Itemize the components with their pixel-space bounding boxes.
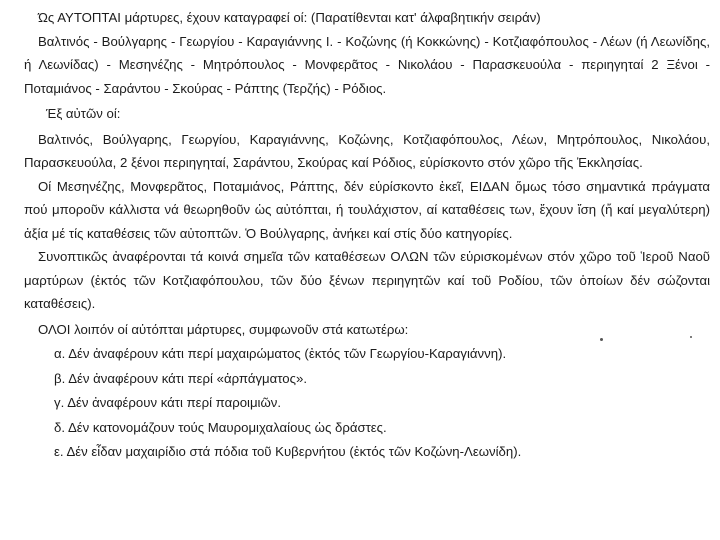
list-item [24, 342, 710, 366]
list-marker: γ. [54, 395, 65, 410]
paragraph-intro: Ώς ΑΥΤΟΠΤΑΙ μάρτυρες, έχουν καταγραφεί οί: (Παρατίθενται κατ' άλφαβητικήν σειράν) [38, 10, 541, 25]
list-marker: ε. [54, 444, 64, 459]
list-item [24, 391, 710, 415]
list-marker: α. [54, 346, 66, 361]
paragraph-absent-witnesses: Οί Μεσηνέζης, Μονφερᾶτος, Ποταμιάνος, Ράπτης, δέν εὑρίσκοντο ἐκεῖ, ΕΙΔΑΝ ὅμως τόσο σημαντικά πράγματα πού μποροῦν κάλλιστα νά θεωρηθοῦν ὡς αὐτόπται, ή τουλάχιστον, αί καταθέσεις των, ἔχουν ἴση (ἤ καί μεγαλύτερη) ἀξία μέ τίς καταθέσεις τῶν αὐτοπτῶν. Ὁ Βούλγαρης, ἀνήκει καί στίς δύο κατηγορίες. [24, 178, 710, 241]
list-marker: δ. [54, 419, 66, 435]
list-text: Δέν ἀναφέρουν κάτι περί παροιμιῶν. [67, 395, 282, 410]
list-item [24, 416, 710, 440]
paragraph-witness-list: Βαλτινός - Βούλγαρης - Γεωργίου - Καραγιάννης Ι. - Κοζώνης (ή Κοκκώνης) - Κοτζιαφόπουλος - Λέων (ή Λεωνίδης, ή Λεωνίδας) - Μεσηνέζης - Μητρόπουλος - Μονφερᾶτος - Νικολάου - Παρασκευούλα - περιηγηταί 2 Ξένοι - Ποταμιάνος - Σαράντου - Σκούρας - Ράπτης (Τερζής) - Ρόδιος. [24, 33, 710, 96]
paragraph-present-witnesses: Βαλτινός, Βούλγαρης, Γεωργίου, Καραγιάννης, Κοζώνης, Κοτζιαφόπουλος, Λέων, Μητρόπουλος, Νικολάου, Παρασκευούλα, 2 ξένοι περιηγηταί, Σαράντου, Σκούρας καί Ρόδιος, εὑρίσκοντο στόν χῶρο τῆς Ἐκκλησίας. [24, 131, 710, 170]
list-text: Δέν ἀναφέρουν κάτι περί «ἀρπάγματος». [68, 370, 307, 386]
list-item [24, 440, 710, 464]
paragraph-summary: Συνοπτικῶς ἀναφέρονται τά κοινά σημεῖα τῶν καταθέσεων ΟΛΩΝ τῶν εὑρισκομένων στόν χῶρο τοῦ Ἱεροῦ Ναοῦ μαρτύρων (ἐκτός τῶν Κοτζιαφόπουλου, τῶν δύο ξένων περιηγητῶν καί τοῦ Ροδίου, τῶν ὁποίων δέν σώζονται καταθέσεις). [24, 249, 710, 311]
list-marker: β. [54, 370, 66, 386]
scan-speck [690, 336, 692, 338]
paragraph-all-agree: ΟΛΟΙ λοιπόν οί αὐτόπται μάρτυρες, συμφωνοῦν στά κατωτέρω: [38, 321, 409, 337]
agreement-list [24, 342, 710, 464]
list-text: Δέν κατονομάζουν τούς Μαυρομιχαλαίους ὡς δράστες. [67, 419, 387, 435]
scan-speck [600, 338, 603, 341]
list-item [24, 367, 710, 391]
paragraph-of-them: Έξ αὐτῶν οί: [46, 106, 121, 121]
list-text: Δέν εἶδαν μαχαιρίδιο στά πόδια τοῦ Κυβερνήτου (ἐκτός τῶν Κοζώνη-Λεωνίδη). [66, 444, 522, 459]
list-text: Δέν ἀναφέρουν κάτι περί μαχαιρώματος (ἐκτός τῶν Γεωργίου-Καραγιάννη). [68, 346, 507, 361]
